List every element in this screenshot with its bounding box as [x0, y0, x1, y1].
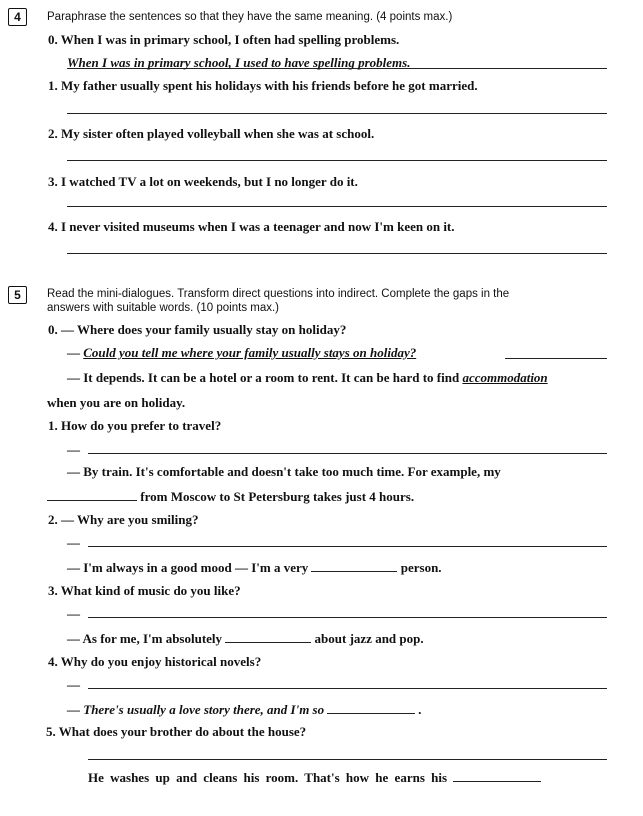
answer-line	[505, 358, 607, 359]
task-4-item-1	[48, 78, 478, 94]
item-number: 2.	[48, 512, 58, 527]
task-5-example-0-question	[48, 322, 346, 338]
task-4-model-answer: When I was in primary school, I used to have spelling problems.	[67, 55, 411, 70]
task-5-reply-1: — By train. It's comfortable and doesn't take too much time. For example, my	[67, 464, 501, 479]
item-text: I never visited museums when I was a teenager and now I'm keen on it.	[61, 219, 455, 234]
answer-line-q2[interactable]	[88, 546, 607, 547]
task-5-reply-4	[67, 701, 422, 718]
item-number: 2.	[48, 126, 58, 141]
dash: —	[67, 442, 80, 457]
question-text: What kind of music do you like?	[60, 583, 241, 598]
task-5-instruction-line-1: Read the mini-dialogues. Transform direct questions into indirect. Complete the gaps in the	[47, 288, 510, 300]
answer-line-2[interactable]	[67, 160, 607, 161]
reply-text: — I'm always in a good mood — I'm a very	[67, 560, 309, 575]
reply-text: — It depends. It can be a hotel or a room to rent. It can be hard to find	[67, 370, 460, 385]
gap-1[interactable]	[47, 488, 137, 501]
model-answer: Could you tell me where your family usually stays on holiday?	[83, 345, 417, 360]
task-4-item-3	[48, 174, 358, 190]
task-5-number-box: 5	[8, 286, 27, 304]
task-4-instruction: Paraphrase the sentences so that they have the same meaning. (4 points max.)	[47, 11, 453, 23]
task-5-reply-2	[67, 559, 442, 576]
question-text: Why do you enjoy historical novels?	[60, 654, 262, 669]
reply-text: He washes up and cleans his room. That's how he earns his	[88, 770, 448, 785]
gap-5[interactable]	[453, 769, 541, 782]
item-number: 4.	[48, 219, 58, 234]
reply-text-end: .	[418, 702, 422, 717]
question-text: How do you prefer to travel?	[61, 418, 222, 433]
task-5-example-0-reply-cont: when you are on holiday.	[47, 395, 186, 410]
task-5-question-3	[48, 583, 241, 599]
item-number: 0.	[48, 32, 58, 47]
question-text: — Where does your family usually stay on holiday?	[61, 322, 347, 337]
task-4-item-2	[48, 126, 374, 142]
item-number: 3.	[48, 174, 58, 189]
answer-line-q1[interactable]	[88, 453, 607, 454]
item-text: When I was in primary school, I often had spelling problems.	[60, 32, 400, 47]
reply-text: from Moscow to St Petersburg takes just 4 hours.	[140, 489, 415, 504]
question-text: What does your brother do about the house?	[58, 724, 307, 739]
item-text: My sister often played volleyball when she was at school.	[61, 126, 375, 141]
task-5-question-4	[48, 654, 261, 670]
item-text: I watched TV a lot on weekends, but I no longer do it.	[61, 174, 358, 189]
item-number: 4.	[48, 654, 58, 669]
task-5-question-1	[48, 418, 221, 434]
task-4-item-4	[48, 219, 455, 235]
dash: —	[67, 677, 80, 692]
item-number: 5.	[46, 724, 56, 739]
task-5-reply-5	[88, 769, 541, 786]
answer-line-3[interactable]	[67, 206, 607, 207]
item-text: My father usually spent his holidays with his friends before he got married.	[61, 78, 478, 93]
reply-text-end: person.	[400, 560, 442, 575]
task-5-question-5	[46, 724, 306, 740]
reply-text: — There's usually a love story there, and I'm so	[67, 702, 325, 717]
task-4-number-box: 4	[8, 8, 27, 26]
task-5-reply-3	[67, 630, 424, 647]
item-number: 1.	[48, 418, 58, 433]
task-5-example-0-answer	[67, 345, 416, 361]
dash: —	[67, 606, 80, 621]
answer-line-4[interactable]	[67, 253, 607, 254]
model-word: accommodation	[462, 370, 548, 385]
task-5-reply-1-cont	[47, 488, 414, 505]
gap-3[interactable]	[225, 630, 311, 643]
item-number: 0.	[48, 322, 58, 337]
answer-line	[67, 68, 607, 69]
dash: —	[67, 535, 80, 550]
question-text: — Why are you smiling?	[61, 512, 199, 527]
reply-text-end: about jazz and pop.	[314, 631, 424, 646]
gap-4[interactable]	[327, 701, 415, 714]
answer-line-q3[interactable]	[88, 617, 607, 618]
reply-text: — As for me, I'm absolutely	[67, 631, 223, 646]
dash: —	[67, 345, 80, 360]
task-5-instruction-line-2: answers with suitable words. (10 points max.)	[47, 302, 280, 314]
task-5-example-0-reply	[67, 370, 548, 386]
gap-2[interactable]	[311, 559, 397, 572]
answer-line-1[interactable]	[67, 113, 607, 114]
task-4-item-0	[48, 32, 399, 48]
task-5-question-2	[48, 512, 198, 528]
answer-line-q4[interactable]	[88, 688, 607, 689]
item-number: 1.	[48, 78, 58, 93]
answer-line-q5[interactable]	[88, 759, 607, 760]
item-number: 3.	[48, 583, 58, 598]
